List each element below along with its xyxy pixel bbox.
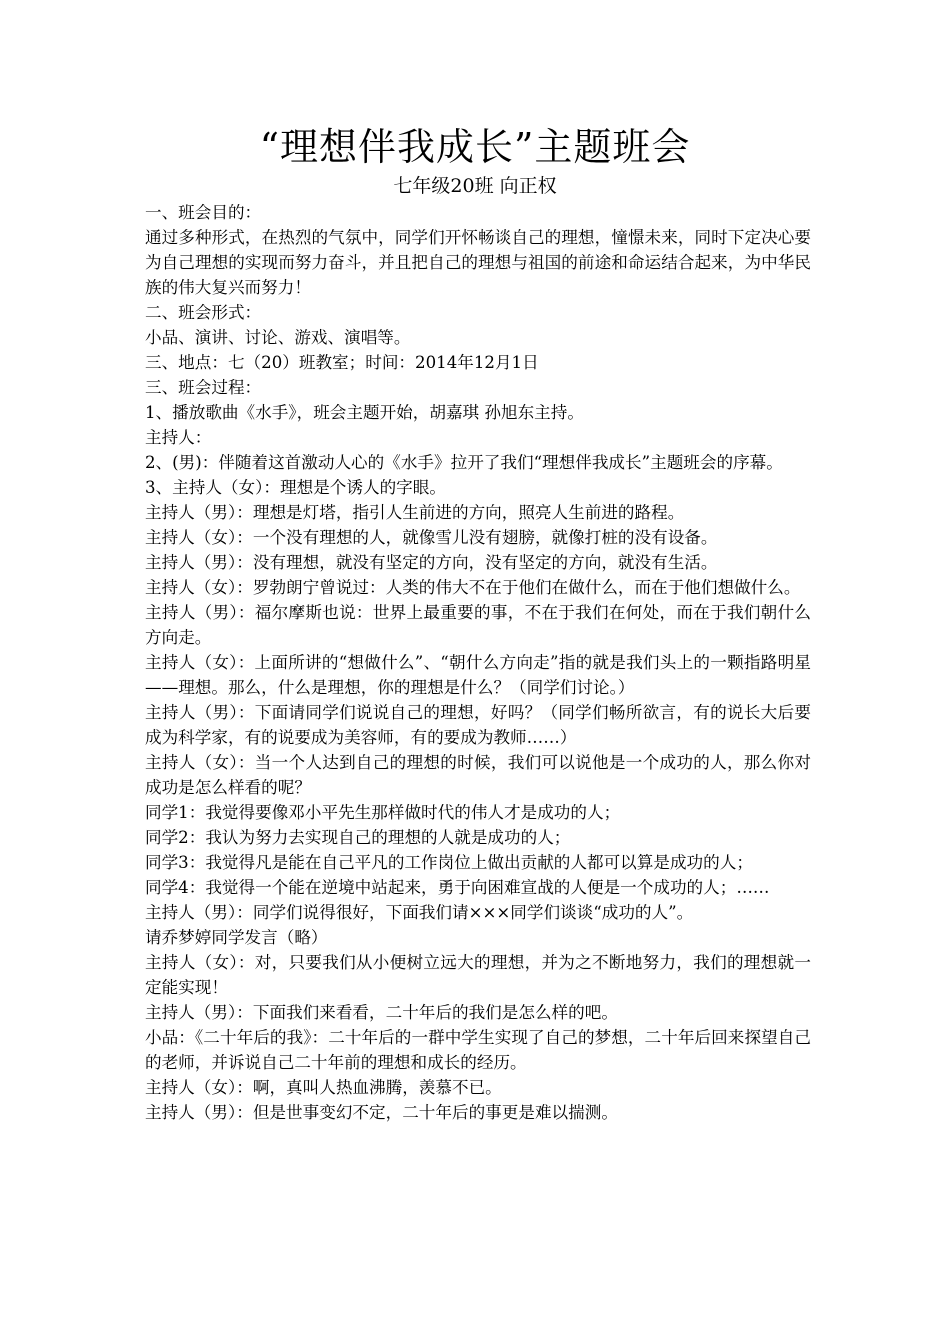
paragraph: 3、主持人（女）：理想是个诱人的字眼。 bbox=[145, 478, 446, 497]
paragraph: 通过多种形式，在热烈的气氛中，同学们开怀畅谈自己的理想，憧憬未来，同时下定决心要为自己理想的实现而努力奋斗，并且把自己的理想与祖国的前途和命运结合起来，为中华民族的伟大复兴而努力！ bbox=[145, 228, 811, 297]
paragraph: 主持人（男）：理想是灯塔，指引人生前进的方向，照亮人生前进的路程。 bbox=[145, 503, 685, 522]
document-title: “理想伴我成长”主题班会 bbox=[259, 125, 691, 169]
paragraph: 同学4：我觉得一个能在逆境中站起来，勇于向困难宣战的人便是一个成功的人；…… bbox=[145, 878, 770, 897]
paragraph: 2、(男)：伴随着这首激动人心的《水手》拉开了我们“理想伴我成长”主题班会的序幕。 bbox=[145, 453, 783, 472]
paragraph: 三、班会过程： bbox=[145, 378, 262, 397]
paragraph: 主持人（男）：福尔摩斯也说：世界上最重要的事，不在于我们在何处，而在于我们朝什么方向走。 bbox=[145, 603, 811, 647]
paragraph: 主持人（男）：没有理想，就没有坚定的方向，没有坚定的方向，就没有生活。 bbox=[145, 553, 718, 572]
paragraph: 主持人（女）：啊，真叫人热血沸腾，羡慕不已。 bbox=[145, 1078, 502, 1097]
paragraph: 小品、演讲、讨论、游戏、演唱等。 bbox=[145, 328, 411, 347]
document-author: 七年级20班 向正权 bbox=[393, 175, 557, 197]
paragraph: 同学2：我认为努力去实现自己的理想的人就是成功的人； bbox=[145, 828, 571, 847]
paragraph: 主持人（女）：一个没有理想的人，就像雪儿没有翅膀，就像打桩的没有设备。 bbox=[145, 528, 718, 547]
paragraph: 三、地点：七（20）班教室；时间：2014年12月1日 bbox=[145, 353, 539, 372]
paragraph: 请乔梦婷同学发言（略） bbox=[145, 928, 328, 947]
paragraph: 主持人（男）：下面我们来看看，二十年后的我们是怎么样的吧。 bbox=[145, 1003, 618, 1022]
paragraph: 主持人（男）：同学们说得很好，下面我们请×××同学们谈谈“成功的人”。 bbox=[145, 903, 694, 922]
paragraph: 小品：《二十年后的我》：二十年后的一群中学生实现了自己的梦想，二十年后回来探望自己的老师，并诉说自己二十年前的理想和成长的经历。 bbox=[145, 1028, 811, 1072]
paragraph: 主持人（女）：当一个人达到自己的理想的时候，我们可以说他是一个成功的人，那么你对成功是怎么样看的呢？ bbox=[145, 753, 811, 797]
document-body bbox=[145, 200, 811, 1125]
paragraph: 1、播放歌曲《水手》，班会主题开始，胡嘉琪 孙旭东主持。 bbox=[145, 403, 584, 422]
paragraph: 主持人（女）：上面所讲的“想做什么”、“朝什么方向走”指的就是我们头上的一颗指路明星——理想。那么，什么是理想，你的理想是什么？（同学们讨论。） bbox=[145, 653, 811, 697]
paragraph: 主持人（女）：对，只要我们从小便树立远大的理想，并为之不断地努力，我们的理想就一定能实现！ bbox=[145, 953, 811, 997]
paragraph: 同学1：我觉得要像邓小平先生那样做时代的伟人才是成功的人； bbox=[145, 803, 621, 822]
paragraph: 同学3：我觉得凡是能在自己平凡的工作岗位上做出贡献的人都可以算是成功的人； bbox=[145, 853, 753, 872]
paragraph: 主持人（男）：下面请同学们说说自己的理想，好吗？（同学们畅所欲言，有的说长大后要成为科学家，有的说要成为美容师，有的要成为教师……） bbox=[145, 703, 811, 747]
paragraph: 主持人： bbox=[145, 428, 212, 447]
paragraph: 主持人（男）：但是世事变幻不定，二十年后的事更是难以揣测。 bbox=[145, 1103, 618, 1122]
paragraph: 一、班会目的： bbox=[145, 203, 262, 222]
paragraph: 主持人（女）：罗勃朗宁曾说过：人类的伟大不在于他们在做什么，而在于他们想做什么。 bbox=[145, 578, 801, 597]
paragraph: 二、班会形式： bbox=[145, 303, 262, 322]
